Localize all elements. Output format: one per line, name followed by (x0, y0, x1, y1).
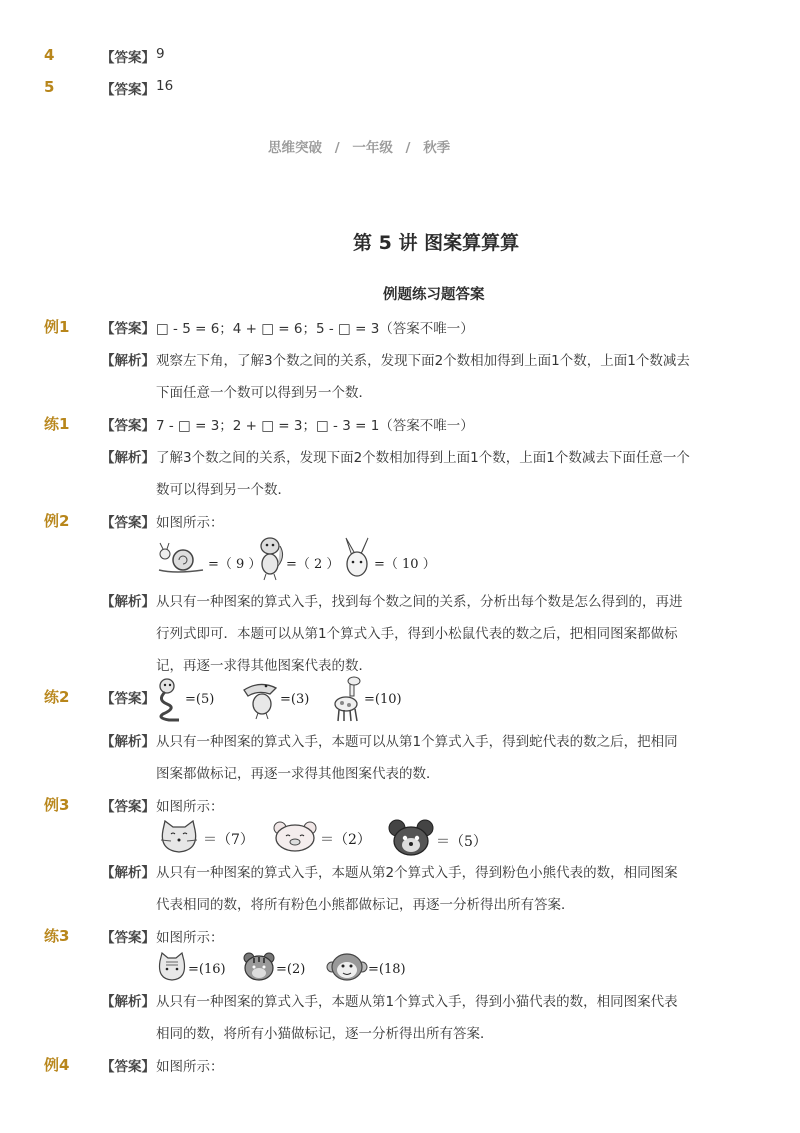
analysis-tag: 【解析】 (101, 450, 155, 466)
answer-text: 7 - □ = 3；2 + □ = 3；□ - 3 = 1（答案不唯一） (156, 418, 474, 434)
answer-text: 如图所示： (156, 799, 224, 815)
equation-result: =(10) (364, 692, 402, 707)
breadcrumb (268, 136, 450, 156)
equation-result: =(3) (280, 692, 310, 707)
answer-tag: 【答案】 (101, 321, 155, 337)
equation-result: =(5) (185, 692, 215, 707)
analysis-tag: 【解析】 (101, 994, 155, 1010)
equation-result: =（ 10 ） (374, 557, 436, 572)
answer-tag: 【答案】 (101, 1059, 155, 1075)
answer-text: 如图所示： (156, 1059, 224, 1075)
item-number: 5 (44, 78, 55, 96)
answer-text: 如图所示： (156, 515, 224, 531)
item-number: 例1 (44, 318, 70, 336)
cat-face-icon (157, 820, 201, 854)
answer-tag: 【答案】 (101, 50, 155, 66)
analysis-tag: 【解析】 (101, 594, 155, 610)
monkey-face-icon (326, 952, 368, 982)
equation-result: ＝（7） (203, 832, 254, 848)
answer-tag: 【答案】 (101, 691, 155, 707)
analysis-text: 下面任意一个数可以得到另一个数． (156, 385, 372, 401)
answer-tag: 【答案】 (101, 799, 155, 815)
analysis-text: 从只有一种图案的算式入手，本题从第1个算式入手，得到小猫代表的数，相同图案代表 (156, 994, 678, 1010)
answer-text: 9 (156, 46, 165, 62)
tiger-face-icon (242, 952, 276, 982)
breadcrumb-term: 秋季 (423, 140, 451, 156)
analysis-text: 图案都做标记，再逐一求得其他图案代表的数． (156, 766, 440, 782)
analysis-text: 了解3个数之间的关系，发现下面2个数相加得到上面1个数，上面1个数减去下面任意一个 (156, 450, 690, 466)
item-number: 例2 (44, 512, 70, 530)
mouse-face-icon (388, 818, 434, 856)
analysis-text: 从只有一种图案的算式入手，找到每个数之间的关系，分析出每个数是怎么得到的，再进 (156, 594, 683, 610)
analysis-text: 从只有一种图案的算式入手，本题可以从第1个算式入手，得到蛇代表的数之后，把相同 (156, 734, 678, 750)
breadcrumb-separator: / (405, 140, 411, 156)
equation-result: =（ 9 ） (208, 557, 262, 572)
answer-tag: 【答案】 (101, 418, 155, 434)
answer-text: □ - 5 = 6；4 + □ = 6；5 - □ = 3（答案不唯一） (156, 321, 474, 337)
answer-text: 如图所示： (156, 930, 224, 946)
rabbit-icon (340, 536, 374, 582)
pink-bear-face-icon (272, 820, 318, 852)
equation-result: =（ 2 ） (286, 557, 340, 572)
equation-result: ＝（5） (436, 834, 487, 850)
analysis-text: 相同的数，将所有小猫做标记，逐一分析得出所有答案． (156, 1026, 494, 1042)
item-number: 4 (44, 46, 55, 64)
item-number: 练1 (44, 415, 70, 433)
analysis-text: 行列式即可．本题可以从第1个算式入手，得到小松鼠代表的数之后，把相同图案都做标 (156, 626, 678, 642)
analysis-text: 从只有一种图案的算式入手，本题从第2个算式入手，得到粉色小熊代表的数，相同图案 (156, 865, 678, 881)
analysis-tag: 【解析】 (101, 865, 155, 881)
breadcrumb-grade: 一年级 (352, 140, 393, 156)
section-title: 例题练习题答案 (383, 287, 485, 303)
snail-icon (155, 540, 207, 576)
cat-face-icon (156, 952, 188, 982)
item-number: 例3 (44, 796, 70, 814)
item-number: 练3 (44, 927, 70, 945)
answer-tag: 【答案】 (101, 930, 155, 946)
giraffe-icon (330, 676, 364, 722)
analysis-text: 代表相同的数，将所有粉色小熊都做标记，再逐一分析得出所有答案． (156, 897, 575, 913)
equation-result: ＝（2） (320, 832, 371, 848)
analysis-text: 观察左下角，了解3个数之间的关系，发现下面2个数相加得到上面1个数，上面1个数减去 (156, 353, 690, 369)
analysis-tag: 【解析】 (101, 353, 155, 369)
answer-tag: 【答案】 (101, 515, 155, 531)
answer-tag: 【答案】 (101, 82, 155, 98)
equation-result: =(16) (188, 962, 226, 977)
squirrel-icon (254, 536, 286, 582)
equation-result: =(18) (368, 962, 406, 977)
crocodile-icon (240, 678, 280, 720)
item-number: 练2 (44, 688, 70, 706)
analysis-tag: 【解析】 (101, 734, 155, 750)
breadcrumb-separator: / (334, 140, 340, 156)
equation-result: =(2) (276, 962, 306, 977)
analysis-text: 记，再逐一求得其他图案代表的数． (156, 658, 372, 674)
analysis-text: 数可以得到另一个数． (156, 482, 291, 498)
item-number: 例4 (44, 1056, 70, 1074)
answer-text: 16 (156, 78, 174, 94)
breadcrumb-course: 思维突破 (268, 140, 322, 156)
snake-icon (153, 678, 183, 722)
lesson-title: 第 5 讲 图案算算算 (353, 232, 520, 254)
